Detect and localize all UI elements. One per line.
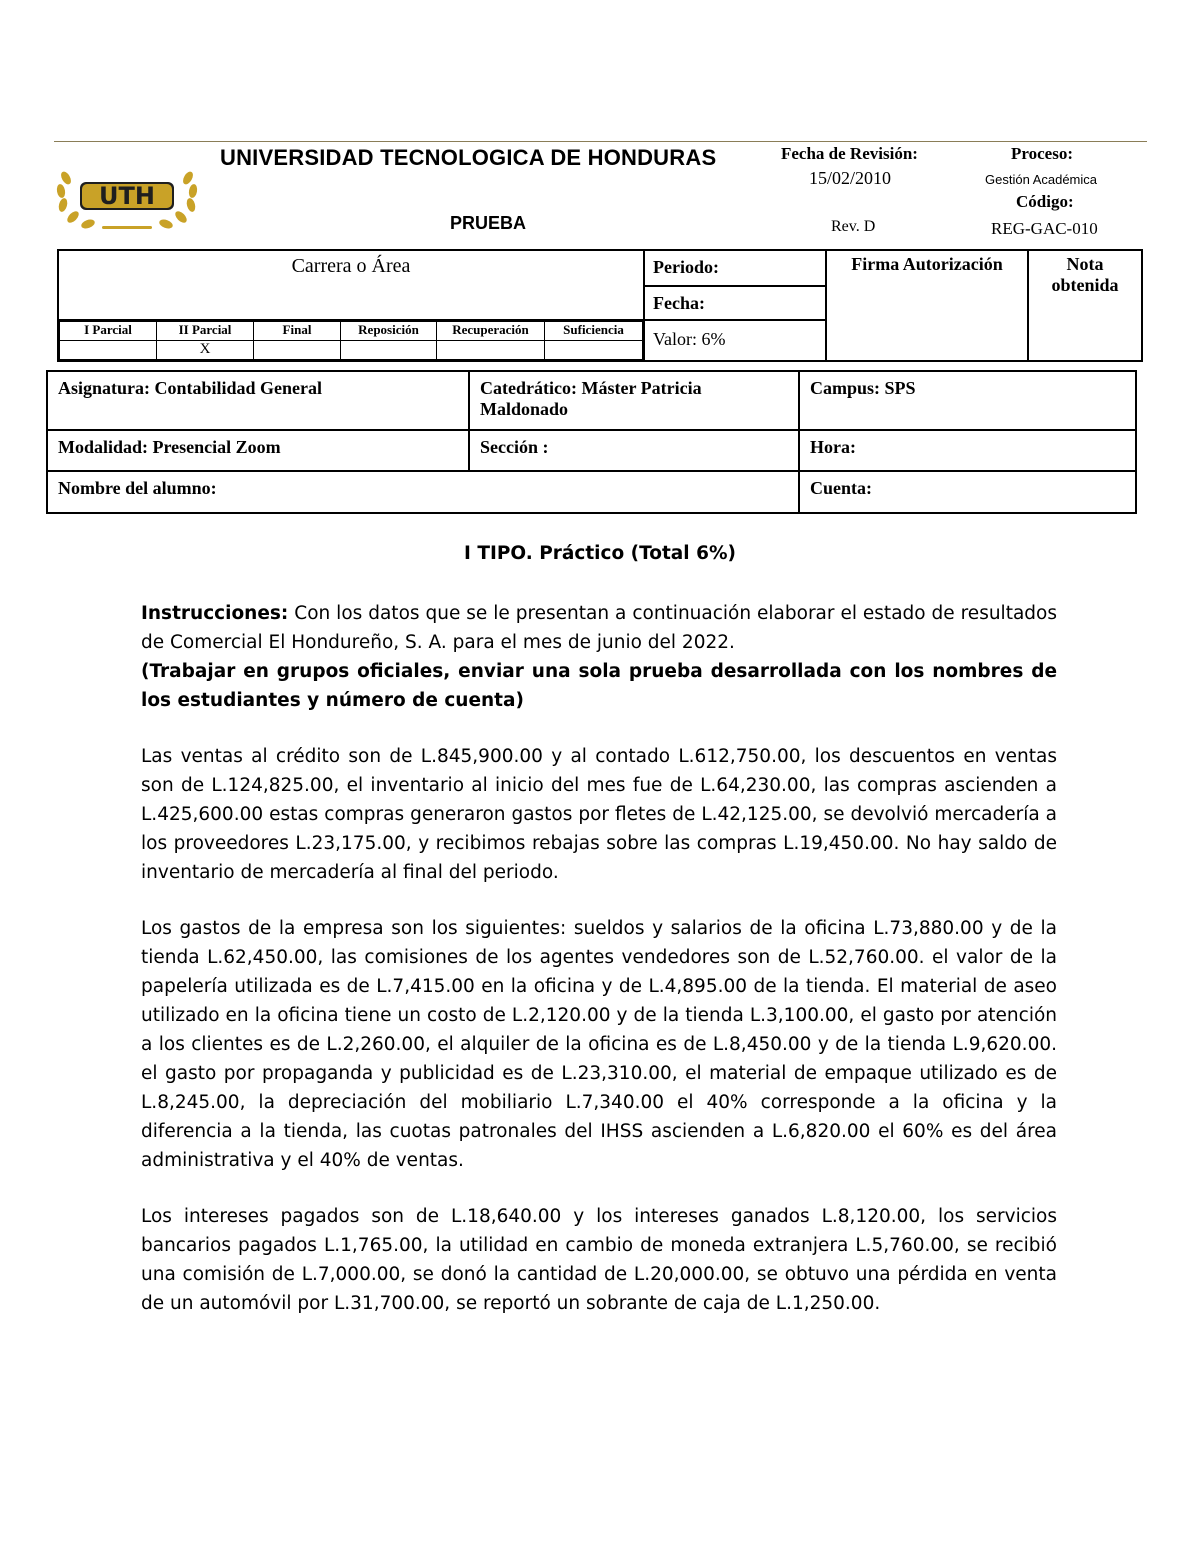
campus-cell: Campus: SPS [799, 371, 1136, 430]
header-rule [54, 141, 1147, 142]
proceso-value: Gestión Académica [985, 172, 1098, 187]
nota-label: Nota obtenida [1051, 254, 1119, 295]
university-title: UNIVERSIDAD TECNOLOGICA DE HONDURAS [220, 145, 717, 170]
periodo-cell[interactable] [644, 250, 826, 286]
exam-type-cell [58, 320, 644, 361]
exam-mark-cell[interactable] [341, 341, 437, 360]
fecha-label: Fecha: [653, 293, 705, 313]
instructions-label: Instrucciones: [141, 603, 289, 624]
exam-mark-cell[interactable] [60, 341, 157, 360]
periodo-label: Periodo: [653, 257, 719, 277]
exam-mark-cell[interactable] [545, 341, 643, 360]
exam-type-label: Suficiencia [545, 322, 643, 341]
paragraph-otros: Los intereses pagados son de L.18,640.00 y los intereses ganados L.8,120.00, los servicios bancarios pagados L.1,765.00, la utilidad en cambio de moneda extranjera L.5,760.00, se recibió una comisión de L.7,000.00, se donó la cantidad de L.20,000.00, se obtuvo una pérdida en venta de un automóvil por L.31,700.00, se reportó un sobrante de caja de L.1,250.00. [141, 1206, 1057, 1314]
exam-type-label: Recuperación [437, 322, 545, 341]
fecha-cell[interactable] [644, 286, 826, 320]
exam-type-label: II Parcial [157, 322, 254, 341]
valor-cell [644, 320, 826, 361]
firma-label: Firma Autorización [851, 254, 1003, 274]
carrera-label: Carrera o Área [291, 255, 411, 277]
paragraph-gastos: Los gastos de la empresa son los siguientes: sueldos y salarios de la oficina L.73,880.00 y de la tienda L.62,450.00, las comisiones de los agentes vendedores son de L.52,760.00. el valor de la papelería utilizada es de L.7,415.00 en la oficina y de L.4,895.00 de la tienda. El material de aseo utilizado en la oficina tiene un costo de L.2,120.00 y de la tienda L.3,100.00, el gasto por atención a los clientes es de L.2,260.00, el alquiler de la oficina es de L.8,450.00 y de la tienda L.9,620.00. el gasto por propaganda y publicidad es de L.23,310.00, el material de empaque utilizado es de L.8,245.00, la depreciación del mobiliario L.7,340.00 el 40% corresponde a la oficina y la diferencia a la tienda, las cuotas patronales del IHSS ascienden a L.6,820.00 el 60% es del área administrativa y el 40% de ventas. [141, 918, 1057, 1171]
exam-type-label: I Parcial [60, 322, 157, 341]
proceso-label: Proceso: [1011, 144, 1073, 163]
exam-type-label: Reposición [341, 322, 437, 341]
paragraph-ventas: Las ventas al crédito son de L.845,900.00 y al contado L.612,750.00, los descuentos en ventas son de L.124,825.00, el inventario al inicio del mes fue de L.64,230.00, las compras ascienden a L.425,600.00 estas compras generaron gastos por fletes de L.42,125.00, se devolvió mercadería a los proveedores L.23,175.00, y recibimos rebajas sobre las compras L.19,450.00. No hay saldo de inventario de mercadería al final del periodo. [141, 746, 1057, 883]
exam-mark-cell[interactable] [254, 341, 341, 360]
revision-label: Rev. D [831, 218, 876, 235]
logo-text: UTH [99, 182, 155, 210]
codigo-label: Código: [1016, 192, 1074, 211]
modalidad-cell: Modalidad: Presencial Zoom [47, 430, 469, 471]
exam-form-table [57, 249, 1143, 362]
nombre-alumno-cell[interactable]: Nombre del alumno: [47, 471, 799, 513]
exam-type-label: Final [254, 322, 341, 341]
instructions [141, 599, 1057, 715]
document-type: PRUEBA [450, 213, 527, 233]
section-title: I TIPO. Práctico (Total 6%) [464, 543, 736, 564]
seccion-cell[interactable]: Sección : [469, 430, 799, 471]
catedratico-cell: Catedrático: Máster Patricia Maldonado [469, 371, 799, 430]
codigo-value: REG-GAC-010 [991, 219, 1098, 238]
hora-cell[interactable]: Hora: [799, 430, 1136, 471]
valor-label: Valor: 6% [653, 329, 726, 349]
exam-mark-cell[interactable]: X [157, 341, 254, 360]
instructions-note: (Trabajar en grupos oficiales, enviar una sola prueba desarrollada con los nombres de los estudiantes y número de cuenta) [141, 661, 1057, 711]
carrera-cell[interactable] [58, 250, 644, 320]
nota-cell[interactable] [1028, 250, 1142, 361]
asignatura-cell: Asignatura: Contabilidad General [47, 371, 469, 430]
firma-cell[interactable] [826, 250, 1028, 361]
exam-type-grid [59, 321, 643, 360]
instructions-text: Con los datos que se le presentan a continuación elaborar el estado de resultados de Comercial El Hondureño, S. A. para el mes de junio del 2022. [141, 603, 1057, 653]
student-info-table [46, 370, 1137, 514]
cuenta-cell[interactable]: Cuenta: [799, 471, 1136, 513]
fecha-revision-label: Fecha de Revisión: [781, 144, 918, 163]
exam-mark-cell[interactable] [437, 341, 545, 360]
fecha-revision-value: 15/02/2010 [809, 168, 892, 188]
uth-logo [54, 158, 200, 232]
